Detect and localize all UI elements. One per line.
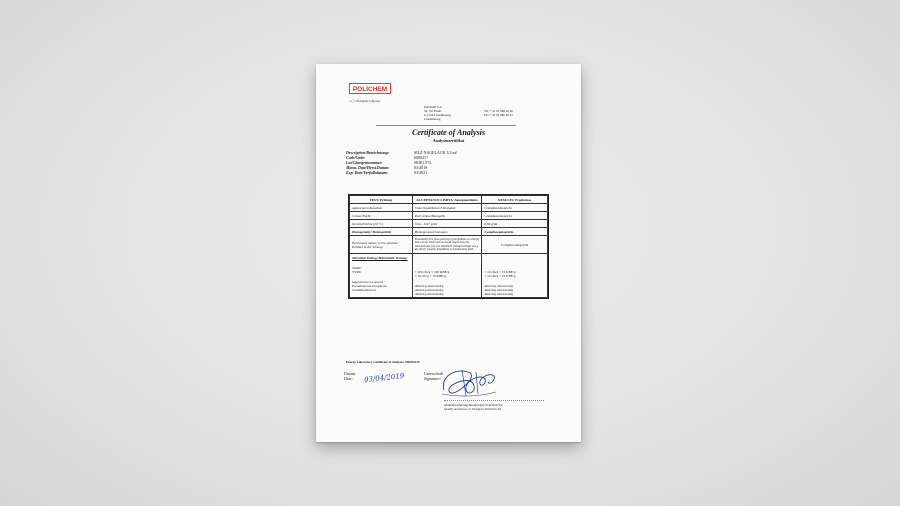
handwritten-signature xyxy=(438,366,500,400)
product-meta: Description/Bezeichnung: SILZ NAGELACK 3,3 ml Code/Code: 6000217 Lot/Chargennummer: 083P1 074 Manu. Date/Herst.Datum: 03/2019 Exp. Date/Verfallsdatum: 03/2021 xyxy=(346,150,457,175)
header-divider xyxy=(376,125,516,126)
signature-labels: Unterschrift Signature: xyxy=(424,371,444,381)
table-row: Colour/Farbe Pale yellow/Blassgelb Complies/entspricht xyxy=(350,212,548,220)
table-header-cell: ACCEPTANCE LIMITS/ Akzeptanzlimits xyxy=(412,196,482,204)
table-row-microbial: Microbial Testing/ Mikrobielle Testung: TAMC TYMC Staphylococcus aureus Pseudomonas aeruginosa Candida albicans < 100 cfu/g < 100 KBE/g < 10 cfu/g < 10 KBE/g Absent/g abwesend/g Absent/g abwesend/g Absent/g abwesend/g < 10 cfu/g < 10 KBE/g < 10 cfu/g < 10 KBE/g Absent/g abwesend/g Absent/g abwesend/g Absent/g abwesend/g xyxy=(350,254,548,298)
table-header-cell: RESULTS/ Ergebnisse xyxy=(482,196,548,204)
page-subtitle: Analysenzertifikat xyxy=(432,138,465,143)
table-header-row xyxy=(350,196,548,204)
page-title: Certificate of Analysis xyxy=(411,128,486,137)
handwritten-date: 03/04/2019 xyxy=(363,371,405,385)
table-row: Particulate matter in the solution/ Partikel in der Lösung Essentially free from particles (precipitates or others) that can be observed on visual inspection./Im Wesentlichen frei von Partikeln (Niederschläge o.ä.), die durch visuelle Inspektion zu beobachten sind. Complies/entspricht xyxy=(350,236,548,254)
lab-reference: Energy Laboratory Certificate of Analysis: 000036139 xyxy=(346,360,420,364)
date-labels: Datum: Date: xyxy=(344,371,356,381)
table-row: Density/Dichte (20 °C) 0.94 – 0.97 g/ml 0.96 g/ml xyxy=(350,220,548,228)
company-tagline: a ◯ alfasigma company xyxy=(349,99,381,103)
table-row: Appearance/Aussehen Clear liquid/Klare Flüssigkeit Complies/entspricht xyxy=(350,204,548,212)
analysis-table xyxy=(349,195,548,298)
company-address: Polichem S.A. 50, Val Fleuri L-1526 Luxembourg Luxembourg xyxy=(424,105,451,121)
qa-designee: Qualitätssicherung/Beauftragter Polichem SA Quality Assurance or Designee Polichem SA xyxy=(444,403,503,411)
signature-line xyxy=(444,400,544,401)
company-contact: Tel. + 41 91 986 40 00 Fax + 41 91 986 40 01 xyxy=(484,109,513,117)
company-logo: POLICHEM xyxy=(349,83,391,94)
table-header-cell: TEST/ Prüfung xyxy=(350,196,413,204)
certificate-page xyxy=(316,64,581,442)
table-row: Homogeneity/ Homogenität Homogeneous/homogen Complies/entspricht xyxy=(350,228,548,236)
